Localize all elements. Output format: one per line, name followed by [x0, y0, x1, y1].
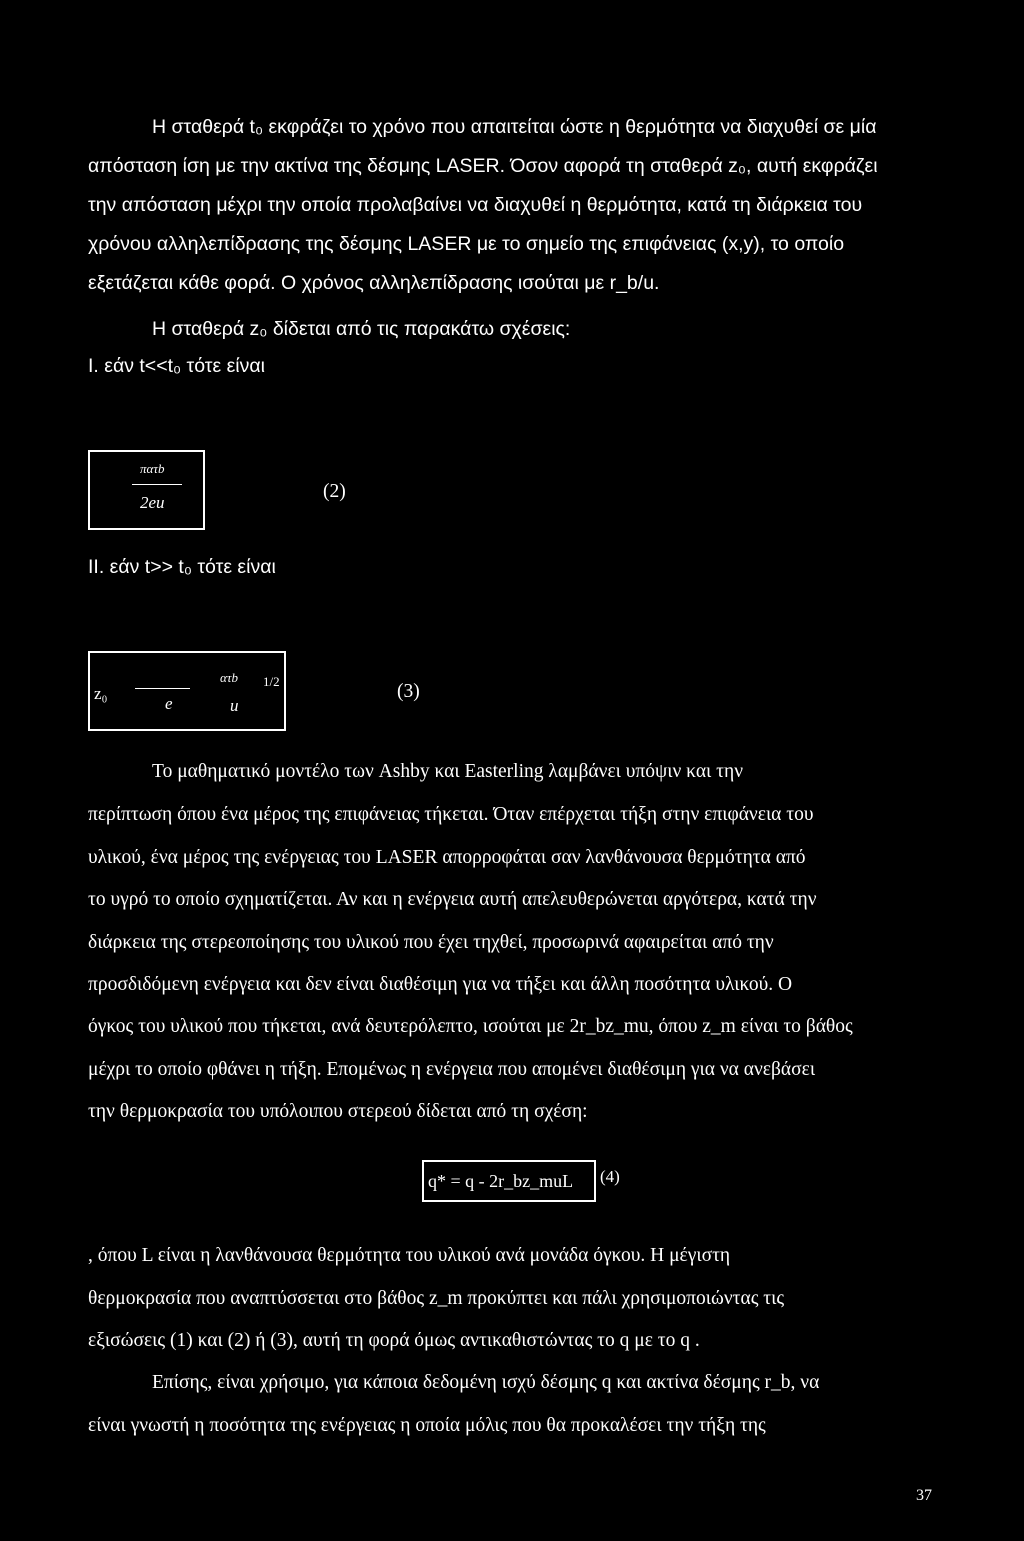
- p2-line-6: προσδιδόμενη ενέργεια και δεν είναι διαθέσιμη για να τήξει και άλλη ποσότητα υλικού. Ο: [88, 974, 793, 995]
- equation-4-box: [422, 1160, 596, 1202]
- p1-line-5: εξετάζεται κάθε φορά. Ο χρόνος αλληλεπίδρασης ισούται με r_b/u.: [88, 272, 660, 294]
- p2-line-9: την θερμοκρασία του υπόλοιπου στερεού δίδεται από τη σχέση:: [88, 1101, 588, 1122]
- p2-line-5: διάρκεια της στερεοποίησης του υλικού που έχει τηχθεί, προσωρινά αφαιρείται από την: [88, 932, 774, 953]
- eq3-exponent: 1/2: [263, 674, 280, 689]
- p3-line-2: θερμοκρασία που αναπτύσσεται στο βάθος z_m προκύπτει και πάλι χρησιμοποιώντας τις: [88, 1288, 785, 1309]
- equation-2-box: [88, 450, 205, 530]
- p2-line-2: περίπτωση όπου ένα μέρος της επιφάνειας τήκεται. Όταν επέρχεται τήξη στην επιφάνεια του: [88, 804, 814, 825]
- p2-line-8: μέχρι το οποίο φθάνει η τήξη. Επομένως η ενέργεια που απομένει διαθέσιμη για να ανεβάσει: [88, 1059, 816, 1080]
- eq3-fraction-bar: [135, 688, 190, 689]
- case-two-label: II. εάν t>> t₀ τότε είναι: [88, 556, 276, 578]
- eq2-fraction-bar: [132, 484, 182, 485]
- eq2-numerator: πατb: [140, 461, 165, 476]
- eq3-u: u: [230, 696, 239, 715]
- equation-2-number: (2): [323, 481, 346, 502]
- eq3-e: e: [165, 694, 173, 713]
- p2-line-1: Το μαθηματικό μοντέλο των Ashby και Easterling λαμβάνει υπόψιν και την: [152, 761, 744, 782]
- equation-3-number: (3): [397, 681, 420, 702]
- p2-line-7: όγκος του υλικού που τήκεται, ανά δευτερόλεπτο, ισούται με 2r_bz_mu, όπου z_m είναι το βάθος: [88, 1016, 853, 1037]
- z0-intro: Η σταθερά z₀ δίδεται από τις παρακάτω σχέσεις:: [152, 318, 571, 340]
- equation-4-number: (4): [600, 1167, 620, 1186]
- p1-line-3: την απόσταση μέχρι την οποία προλαβαίνει να διαχυθεί η θερμότητα, κατά τη διάρκεια του: [88, 194, 863, 216]
- p2-line-4: το υγρό το οποίο σχηματίζεται. Αν και η ενέργεια αυτή απελευθερώνεται αργότερα, κατά την: [88, 889, 817, 910]
- p1-line-4: χρόνου αλληλεπίδρασης της δέσμης LASER με το σημείο της επιφάνειας (x,y), το οποίο: [88, 233, 845, 255]
- page-number: 37: [916, 1487, 932, 1504]
- p3-line-3: εξισώσεις (1) και (2) ή (3), αυτή τη φορά όμως αντικαθιστώντας το q με το q .: [88, 1330, 700, 1351]
- eq4-formula: q* = q - 2r_bz_muL: [428, 1171, 574, 1191]
- eq3-top: ατb: [220, 670, 238, 685]
- p3-line-1: , όπου L είναι η λανθάνουσα θερμότητα του υλικού ανά μονάδα όγκου. Η μέγιστη: [88, 1245, 731, 1266]
- eq3-lhs: z₀: [94, 684, 108, 703]
- p2-line-3: υλικού, ένα μέρος της ενέργειας του LASER απορροφάται σαν λανθάνουσα θερμότητα από: [88, 847, 806, 868]
- p4-line-2: είναι γνωστή η ποσότητα της ενέργειας η οποία μόλις που θα προκαλέσει την τήξη της: [88, 1415, 766, 1436]
- p1-line-1: Η σταθερά t₀ εκφράζει το χρόνο που απαιτείται ώστε η θερμότητα να διαχυθεί σε μία: [152, 116, 877, 138]
- equation-3-box: [88, 651, 286, 731]
- p1-line-2: απόσταση ίση με την ακτίνα της δέσμης LASER. Όσον αφορά τη σταθερά z₀, αυτή εκφράζει: [88, 155, 878, 177]
- p4-line-1: Επίσης, είναι χρήσιμο, για κάποια δεδομένη ισχύ δέσμης q και ακτίνα δέσμης r_b, να: [152, 1372, 820, 1393]
- case-one-label: I. εάν t<<t₀ τότε είναι: [88, 355, 265, 377]
- eq2-denominator: 2eu: [140, 493, 165, 512]
